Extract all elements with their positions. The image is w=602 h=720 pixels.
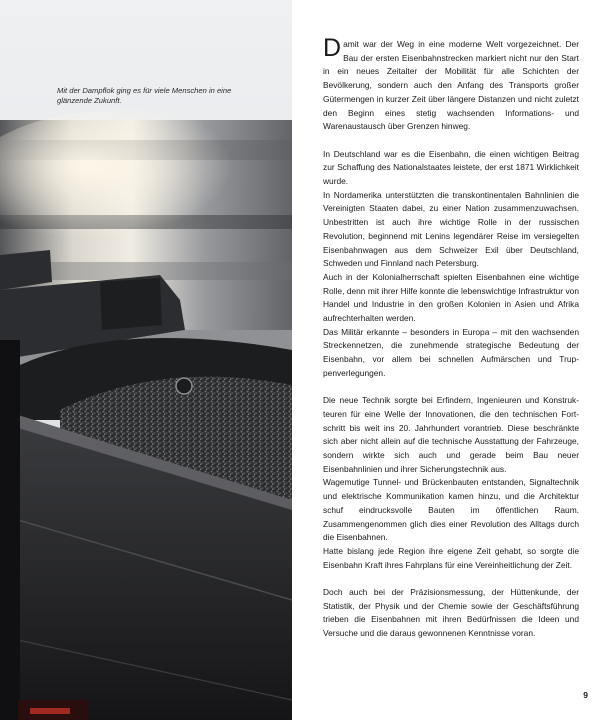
drop-cap: D — [323, 34, 342, 62]
photo-caption: Mit der Dampflok ging es für viele Menschen in eine glänzende Zukunft. — [57, 86, 232, 106]
paragraph: Die neue Technik sorgte bei Erfindern, Ingenieuren und Konstrukteuren für eine Welle der Innovationen, die den technischen Fortschritt bis weit ins 20. Jahrhundert vorantrieb. Diese beschränkte sich aber nicht allein auf die technische Ausstattung der Fahrzeuge, sondern wirkte sich auch und gerade beim Bau neuer Eisenbahnlinien und ihrer Sicherungstechnik aus. — [323, 395, 579, 474]
paragraph: Das Militär erkannte – besonders in Europa – mit den wachsenden Streckennetzen, die zunehmende strategische Bedeutung der Eisenbahn, vor allem bei schnellen Aufmärschen und Truppenverlegungen. — [323, 326, 579, 378]
locomotive-photo — [0, 0, 292, 720]
paragraph: Wagemutige Tunnel- und Brückenbauten entstanden, Signaltechnik und elektrische Kommunikation kamen hinzu, und die Architektur schuf eindrucksvolle Bauten im öffentlichen Raum. Zusammengenommen glich dies einer Revolution des Alltags durch die Eisenbahnen. — [323, 477, 579, 543]
paragraph: Hatte bislang jede Region ihre eigene Zeit gehabt, so sorgte die Eisenbahn Kraft ihres Fahrplans für eine Vereinheitlichung der Zeit. — [323, 545, 579, 570]
page-number: 9 — [583, 690, 588, 700]
article-body — [323, 34, 579, 641]
paragraph-intro — [323, 34, 579, 134]
paragraph-text: amit war der Weg in eine moderne Welt vorgezeichnet. Der Bau der ersten Eisenbahnstrecken markiert nicht nur den Start in ein neues Zeitalter der Mobilität für alle Schichten der Bevölkerung, sondern auch den Anfang des Transports großer Gütermengen in kurzer Zeit über längere Distanzen und nicht zuletzt den Beginn eines stetig wachsenden Informations- und Warenaustausch über Grenzen hinweg. — [323, 39, 579, 132]
paragraph: In Nordamerika unterstützten die transkontinentalen Bahnlinien die Vereinigten Staaten dabei, zu einer Nation zusammenzuwachsen. Unbestritten ist auch ihre wichtige Rolle in der russischen Revolution, beginnend mit Lenins legendärer Reise im versiegelten Eisenbahnwagen aus dem Schweizer Exil über Deutschland, Schweden und Finnland nach Petersburg. — [323, 189, 579, 269]
paragraph: Doch auch bei der Präzisionsmessung, der Hüttenkunde, der Statistik, der Physik und der Chemie sowie der Geschäftsführung trieben die Eisenbahnen mit ihren Bedürfnissen die Ideen und Versuche und die daraus gewonnenen Kenntnisse voran. — [323, 587, 579, 639]
paragraph: In Deutschland war es die Eisenbahn, die einen wichtigen Beitrag zur Schaffung des Nationalstaates leistete, der erst 1871 Wirklichkeit wurde. — [323, 148, 579, 187]
paragraph: Auch in der Kolonialherrschaft spielten Eisenbahnen eine wichtige Rolle, denn mit ihrer Hilfe konnte die lebenswichtige Infrastruktur von Handel und Industrie in den großen Kolonien in Asien und Afrika aufrechterhalten werden. — [323, 271, 579, 324]
